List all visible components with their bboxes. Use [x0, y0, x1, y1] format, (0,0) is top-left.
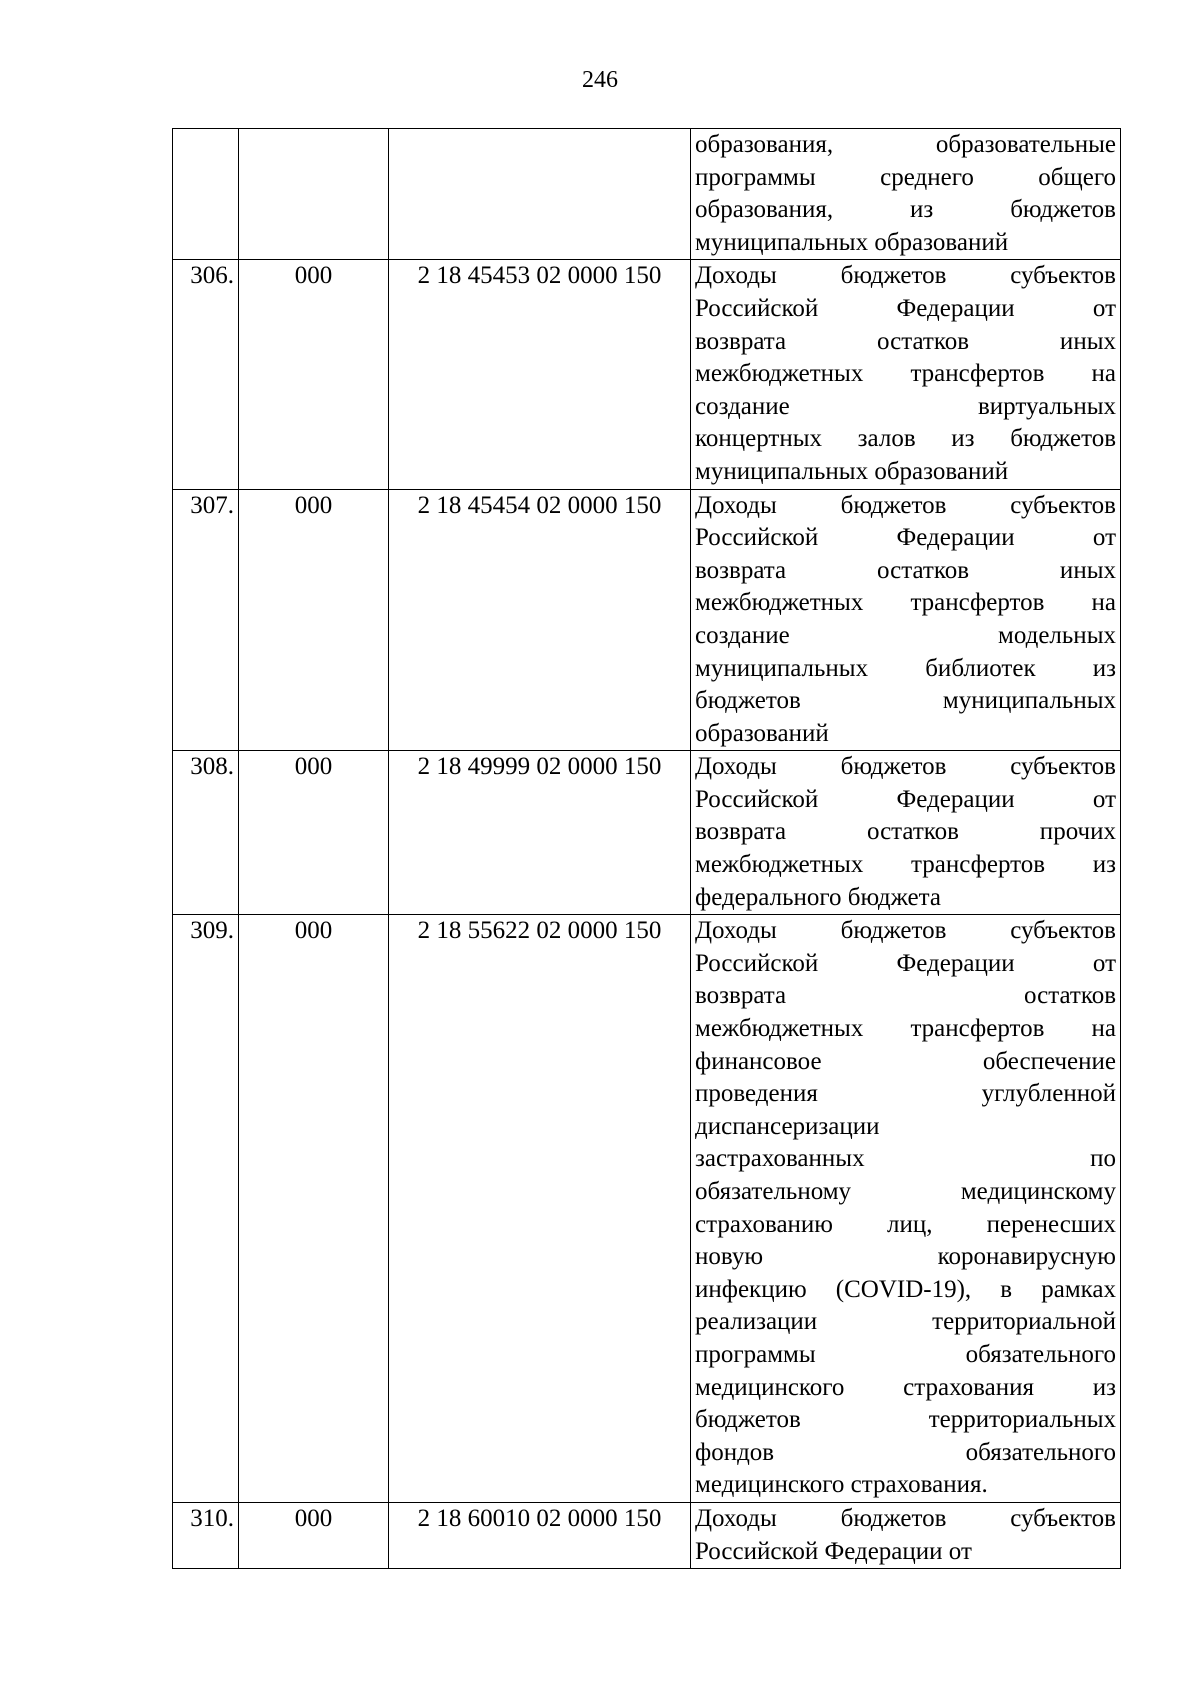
description-line: Доходы бюджетов субъектов [695, 491, 1116, 519]
budget-classification-code-cell: 2 18 45453 02 0000 150 [389, 260, 691, 489]
description-line: межбюджетных трансфертов на [695, 1015, 1116, 1043]
income-description-cell [691, 489, 1121, 751]
income-description-cell [691, 915, 1121, 1503]
admin-code-cell: 000 [239, 1502, 389, 1568]
description-line: финансовое обеспечение [695, 1047, 1116, 1075]
table-row [173, 751, 1121, 915]
table-row [173, 260, 1121, 489]
description-line: межбюджетных трансфертов из [695, 851, 1116, 879]
description-line: создание модельных [695, 621, 1116, 649]
row-number-cell: 309. [173, 915, 239, 1503]
budget-classification-code-cell: 2 18 55622 02 0000 150 [389, 915, 691, 1503]
table-row [173, 915, 1121, 1503]
description-line: образования, образовательные [695, 131, 1116, 158]
description-line: возврата остатков [695, 982, 1116, 1010]
description-line: муниципальных образований [695, 457, 1009, 485]
table-body [173, 129, 1121, 1569]
description-line: бюджетов территориальных [695, 1406, 1116, 1434]
description-line: возврата остатков иных [695, 327, 1116, 355]
description-line: муниципальных библиотек из [695, 654, 1116, 682]
page-number: 246 [582, 67, 618, 93]
income-description-cell [691, 260, 1121, 489]
budget-codes-table [172, 128, 1121, 1569]
admin-code-cell [239, 129, 389, 260]
budget-classification-code-cell: 2 18 45454 02 0000 150 [389, 489, 691, 751]
description-line: создание виртуальных [695, 392, 1116, 420]
description-line: Доходы бюджетов субъектов [695, 917, 1116, 945]
row-number-cell: 306. [173, 260, 239, 489]
description-line: фондов обязательного [695, 1438, 1116, 1466]
description-line: Российской Федерации от [695, 785, 1116, 813]
admin-code-cell: 000 [239, 489, 389, 751]
description-line: федерального бюджета [695, 883, 941, 911]
description-line: страхованию лиц, перенесших [695, 1210, 1116, 1238]
row-number-cell [173, 129, 239, 260]
description-line: образования, из бюджетов [695, 196, 1116, 224]
description-line: межбюджетных трансфертов на [695, 589, 1116, 617]
description-line: медицинского страхования из [695, 1373, 1116, 1401]
description-line: новую коронавирусную [695, 1243, 1116, 1271]
description-line: образований [695, 719, 829, 747]
description-line: возврата остатков прочих [695, 818, 1116, 846]
description-line: Доходы бюджетов субъектов [695, 753, 1116, 781]
table-row [173, 1502, 1121, 1568]
description-line: медицинского страхования. [695, 1471, 988, 1499]
description-line: диспансеризации [695, 1112, 880, 1140]
description-line: Российской Федерации от [695, 294, 1116, 322]
description-line: возврата остатков иных [695, 556, 1116, 584]
table-row [173, 129, 1121, 260]
admin-code-cell: 000 [239, 260, 389, 489]
description-line: Российской Федерации от [695, 524, 1116, 552]
description-line: концертных залов из бюджетов [695, 425, 1116, 453]
row-number-cell: 308. [173, 751, 239, 915]
admin-code-cell: 000 [239, 751, 389, 915]
description-line: Российской Федерации от [695, 1537, 972, 1565]
description-line: реализации территориальной [695, 1308, 1116, 1336]
description-line: обязательному медицинскому [695, 1178, 1116, 1205]
income-description-cell [691, 1502, 1121, 1568]
description-line: программы среднего общего [695, 163, 1116, 191]
budget-classification-code-cell: 2 18 49999 02 0000 150 [389, 751, 691, 915]
budget-classification-code-cell: 2 18 60010 02 0000 150 [389, 1502, 691, 1568]
description-line: проведения углубленной [695, 1080, 1116, 1108]
description-line: программы обязательного [695, 1340, 1116, 1368]
row-number-cell: 307. [173, 489, 239, 751]
description-line: Доходы бюджетов субъектов [695, 1504, 1116, 1532]
description-line: Доходы бюджетов субъектов [695, 262, 1116, 290]
budget-classification-code-cell [389, 129, 691, 260]
income-description-cell [691, 751, 1121, 915]
description-line: межбюджетных трансфертов на [695, 360, 1116, 388]
admin-code-cell: 000 [239, 915, 389, 1503]
description-line: муниципальных образований [695, 228, 1009, 256]
description-line: Российской Федерации от [695, 949, 1116, 977]
table-row [173, 489, 1121, 751]
row-number-cell: 310. [173, 1502, 239, 1568]
income-description-cell [691, 129, 1121, 260]
description-line: бюджетов муниципальных [695, 687, 1116, 715]
description-line: инфекцию (COVID-19), в рамках [695, 1275, 1116, 1303]
description-line: застрахованных по [695, 1145, 1116, 1173]
